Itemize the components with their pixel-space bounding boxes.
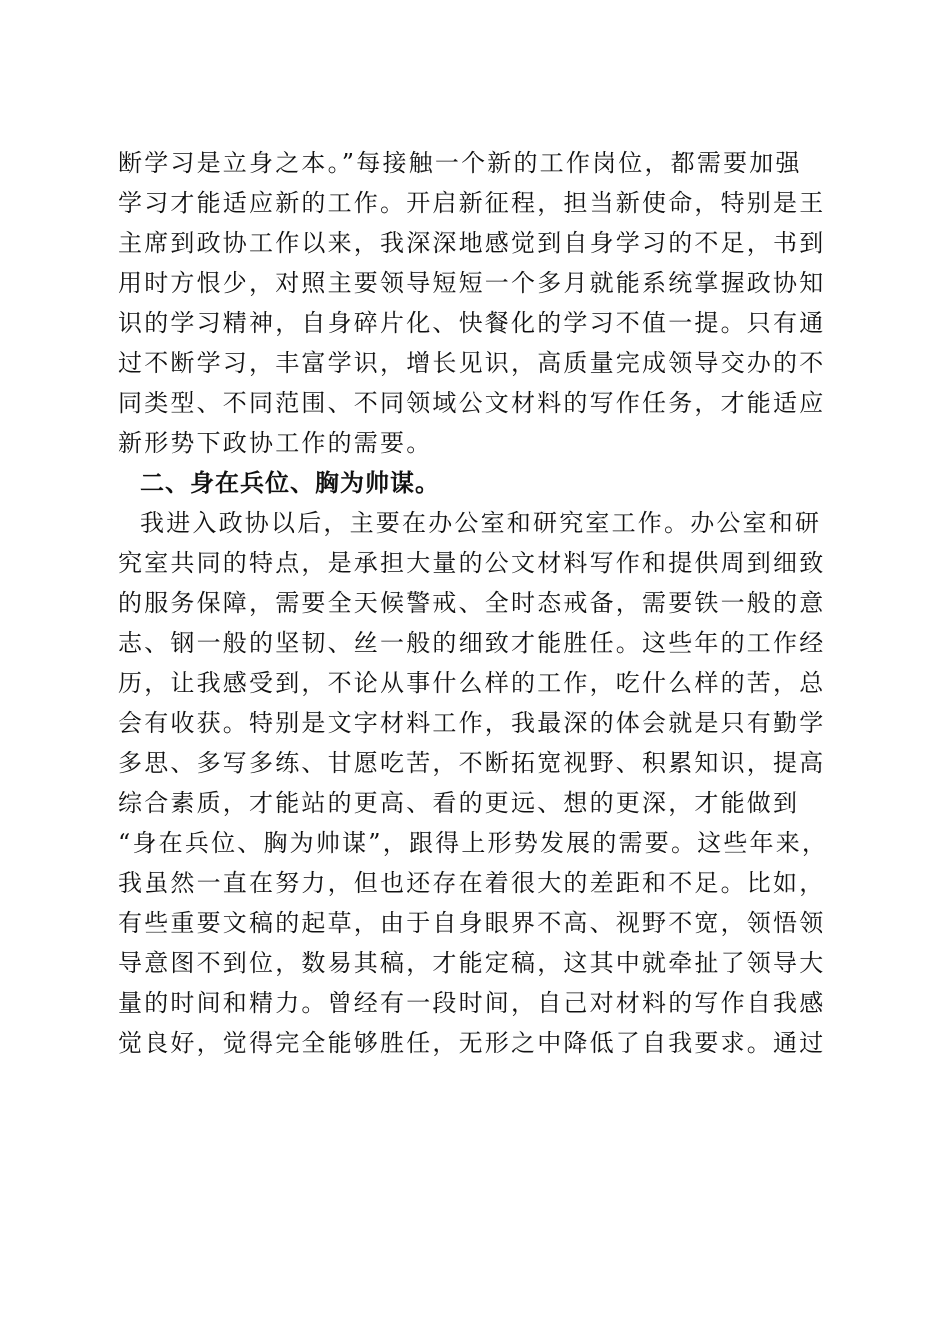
body-line: 究室共同的特点，是承担大量的公文材料写作和提供周到细致 xyxy=(118,549,826,577)
body-line: 量的时间和精力。曾经有一段时间，自己对材料的写作自我感 xyxy=(118,989,826,1017)
body-line: 同类型、不同范围、不同领域公文材料的写作任务，才能适应 xyxy=(118,389,826,417)
body-line: 志、钢一般的坚韧、丝一般的细致才能胜任。这些年的工作经 xyxy=(118,629,826,657)
body-line: 的服务保障，需要全天候警戒、全时态戒备，需要铁一般的意 xyxy=(118,589,826,617)
body-line: 觉良好，觉得完全能够胜任，无形之中降低了自我要求。通过 xyxy=(118,1029,826,1057)
body-line: 多思、多写多练、甘愿吃苦，不断拓宽视野、积累知识，提高 xyxy=(118,749,826,777)
body-line: 断学习是立身之本。”每接触一个新的工作岗位，都需要加强 xyxy=(118,149,802,177)
document-body xyxy=(118,143,838,1063)
body-line: 导意图不到位，数易其稿，才能定稿，这其中就牵扯了领导大 xyxy=(118,949,826,977)
body-line: 用时方恨少，对照主要领导短短一个多月就能系统掌握政协知 xyxy=(118,269,826,297)
section-heading: 二、身在兵位、胸为帅谋。 xyxy=(140,469,440,497)
body-line: “身在兵位、胸为帅谋”，跟得上形势发展的需要。这些年来， xyxy=(118,829,829,857)
body-line: 识的学习精神，自身碎片化、快餐化的学习不值一提。只有通 xyxy=(118,309,826,337)
body-line: 综合素质，才能站的更高、看的更远、想的更深，才能做到 xyxy=(118,789,800,817)
body-line: 新形势下政协工作的需要。 xyxy=(118,429,433,457)
body-line: 学习才能适应新的工作。开启新征程，担当新使命，特别是王 xyxy=(118,189,826,217)
body-line: 主席到政协工作以来，我深深地感觉到自身学习的不足，书到 xyxy=(118,229,826,257)
body-line: 我虽然一直在努力，但也还存在着很大的差距和不足。比如， xyxy=(118,869,826,897)
body-line: 我进入政协以后，主要在办公室和研究室工作。办公室和研 xyxy=(140,509,822,537)
body-line: 有些重要文稿的起草，由于自身眼界不高、视野不宽，领悟领 xyxy=(118,909,826,937)
body-line: 会有收获。特别是文字材料工作，我最深的体会就是只有勤学 xyxy=(118,709,826,737)
body-line: 过不断学习，丰富学识，增长见识，高质量完成领导交办的不 xyxy=(118,349,826,377)
body-line: 历，让我感受到，不论从事什么样的工作，吃什么样的苦，总 xyxy=(118,669,826,697)
